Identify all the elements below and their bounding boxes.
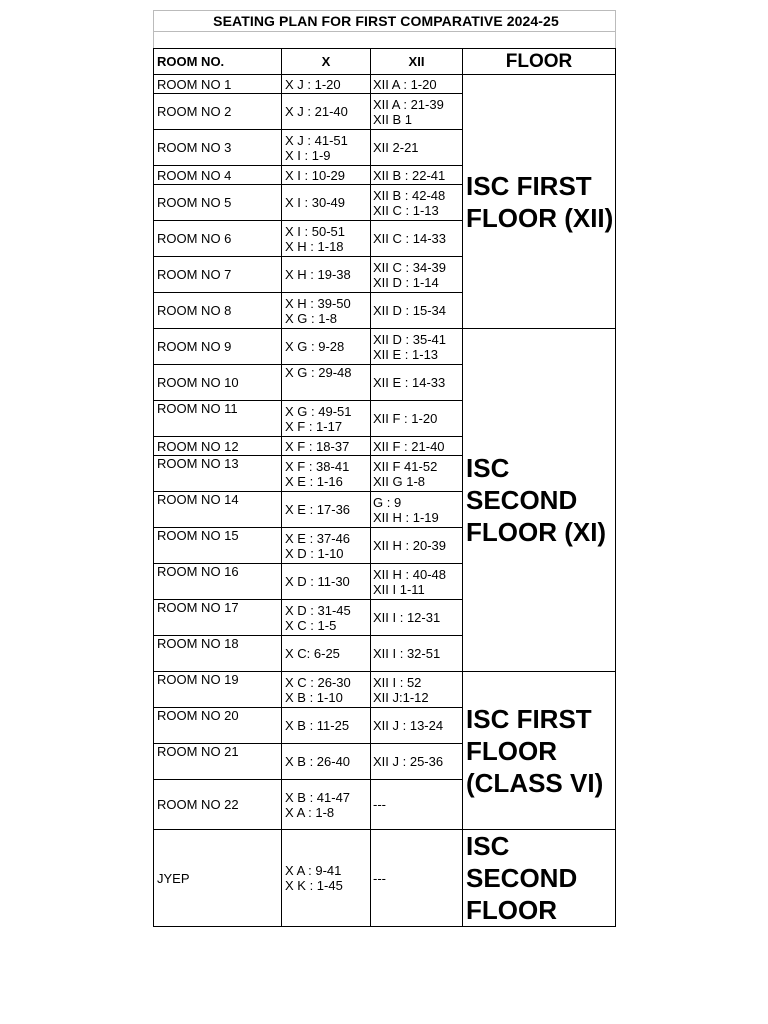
xii-cell: XII I : 12-31: [371, 600, 463, 636]
xii-cell: XII D : 35-41 XII E : 1-13: [371, 329, 463, 365]
header-x: X: [282, 49, 371, 75]
x-cell: X D : 11-30: [282, 564, 371, 600]
xii-cell: XII F : 1-20: [371, 401, 463, 437]
room-cell: ROOM NO 21: [154, 744, 282, 780]
x-cell: X F : 38-41 X E : 1-16: [282, 456, 371, 492]
x-cell: X D : 31-45 X C : 1-5: [282, 600, 371, 636]
room-cell: ROOM NO 1: [154, 75, 282, 94]
x-cell: X C: 6-25: [282, 636, 371, 672]
table-row: [154, 830, 616, 927]
xii-cell: XII E : 14-33: [371, 365, 463, 401]
xii-cell: XII 2-21: [371, 130, 463, 166]
seating-plan-sheet: [153, 10, 616, 927]
spacer-row: [154, 32, 616, 49]
xii-cell: XII J : 13-24: [371, 708, 463, 744]
header-floor: FLOOR: [463, 49, 616, 75]
xii-cell: XII H : 20-39: [371, 528, 463, 564]
floor-cell-3: ISC FIRST FLOOR (CLASS VI): [463, 672, 616, 830]
x-cell: X J : 1-20: [282, 75, 371, 94]
floor-cell-1: ISC FIRST FLOOR (XII): [463, 75, 616, 329]
floor-cell-2: ISC SECOND FLOOR (XI): [463, 329, 616, 672]
room-cell: ROOM NO 4: [154, 166, 282, 185]
xii-cell: G : 9 XII H : 1-19: [371, 492, 463, 528]
x-cell: X C : 26-30 X B : 1-10: [282, 672, 371, 708]
xii-cell: XII D : 15-34: [371, 293, 463, 329]
x-cell: X B : 11-25: [282, 708, 371, 744]
room-cell: ROOM NO 11: [154, 401, 282, 437]
x-cell: X H : 39-50 X G : 1-8: [282, 293, 371, 329]
header-xii: XII: [371, 49, 463, 75]
room-cell: ROOM NO 6: [154, 221, 282, 257]
room-cell: ROOM NO 18: [154, 636, 282, 672]
xii-cell: XII I : 52 XII J:1-12: [371, 672, 463, 708]
x-cell: X J : 41-51 X I : 1-9: [282, 130, 371, 166]
room-cell: ROOM NO 5: [154, 185, 282, 221]
table-row: [154, 329, 616, 365]
x-cell: X A : 9-41 X K : 1-45: [282, 830, 371, 927]
table-row: [154, 672, 616, 708]
xii-cell: ---: [371, 830, 463, 927]
room-cell: ROOM NO 9: [154, 329, 282, 365]
room-cell: ROOM NO 14: [154, 492, 282, 528]
x-cell: X G : 29-48: [282, 365, 371, 401]
xii-cell: XII B : 22-41: [371, 166, 463, 185]
x-cell: X B : 26-40: [282, 744, 371, 780]
page-title: SEATING PLAN FOR FIRST COMPARATIVE 2024-25: [154, 11, 616, 32]
x-cell: X B : 41-47 X A : 1-8: [282, 780, 371, 830]
header-room: ROOM NO.: [154, 49, 282, 75]
room-cell: ROOM NO 2: [154, 94, 282, 130]
xii-cell: XII A : 1-20: [371, 75, 463, 94]
room-cell: ROOM NO 13: [154, 456, 282, 492]
x-cell: X I : 10-29: [282, 166, 371, 185]
room-cell: ROOM NO 19: [154, 672, 282, 708]
room-cell: ROOM NO 20: [154, 708, 282, 744]
x-cell: X I : 50-51 X H : 1-18: [282, 221, 371, 257]
xii-cell: XII I : 32-51: [371, 636, 463, 672]
xii-cell: XII A : 21-39 XII B 1: [371, 94, 463, 130]
xii-cell: XII F 41-52 XII G 1-8: [371, 456, 463, 492]
room-cell: ROOM NO 8: [154, 293, 282, 329]
x-cell: X G : 9-28: [282, 329, 371, 365]
x-cell: X J : 21-40: [282, 94, 371, 130]
xii-cell: XII C : 14-33: [371, 221, 463, 257]
x-cell: X F : 18-37: [282, 437, 371, 456]
table-row: [154, 75, 616, 94]
x-cell: X H : 19-38: [282, 257, 371, 293]
room-cell: ROOM NO 3: [154, 130, 282, 166]
room-cell: ROOM NO 15: [154, 528, 282, 564]
room-cell: ROOM NO 22: [154, 780, 282, 830]
room-cell: ROOM NO 12: [154, 437, 282, 456]
room-cell: JYEP: [154, 830, 282, 927]
room-cell: ROOM NO 16: [154, 564, 282, 600]
xii-cell: XII B : 42-48 XII C : 1-13: [371, 185, 463, 221]
xii-cell: ---: [371, 780, 463, 830]
room-cell: ROOM NO 10: [154, 365, 282, 401]
header-row: [154, 49, 616, 75]
room-cell: ROOM NO 7: [154, 257, 282, 293]
xii-cell: XII H : 40-48 XII I 1-11: [371, 564, 463, 600]
x-cell: X I : 30-49: [282, 185, 371, 221]
floor-cell-4: ISC SECOND FLOOR: [463, 830, 616, 927]
xii-cell: XII J : 25-36: [371, 744, 463, 780]
xii-cell: XII C : 34-39 XII D : 1-14: [371, 257, 463, 293]
room-cell: ROOM NO 17: [154, 600, 282, 636]
x-cell: X G : 49-51 X F : 1-17: [282, 401, 371, 437]
seating-plan-table: [153, 10, 616, 927]
x-cell: X E : 17-36: [282, 492, 371, 528]
x-cell: X E : 37-46 X D : 1-10: [282, 528, 371, 564]
xii-cell: XII F : 21-40: [371, 437, 463, 456]
